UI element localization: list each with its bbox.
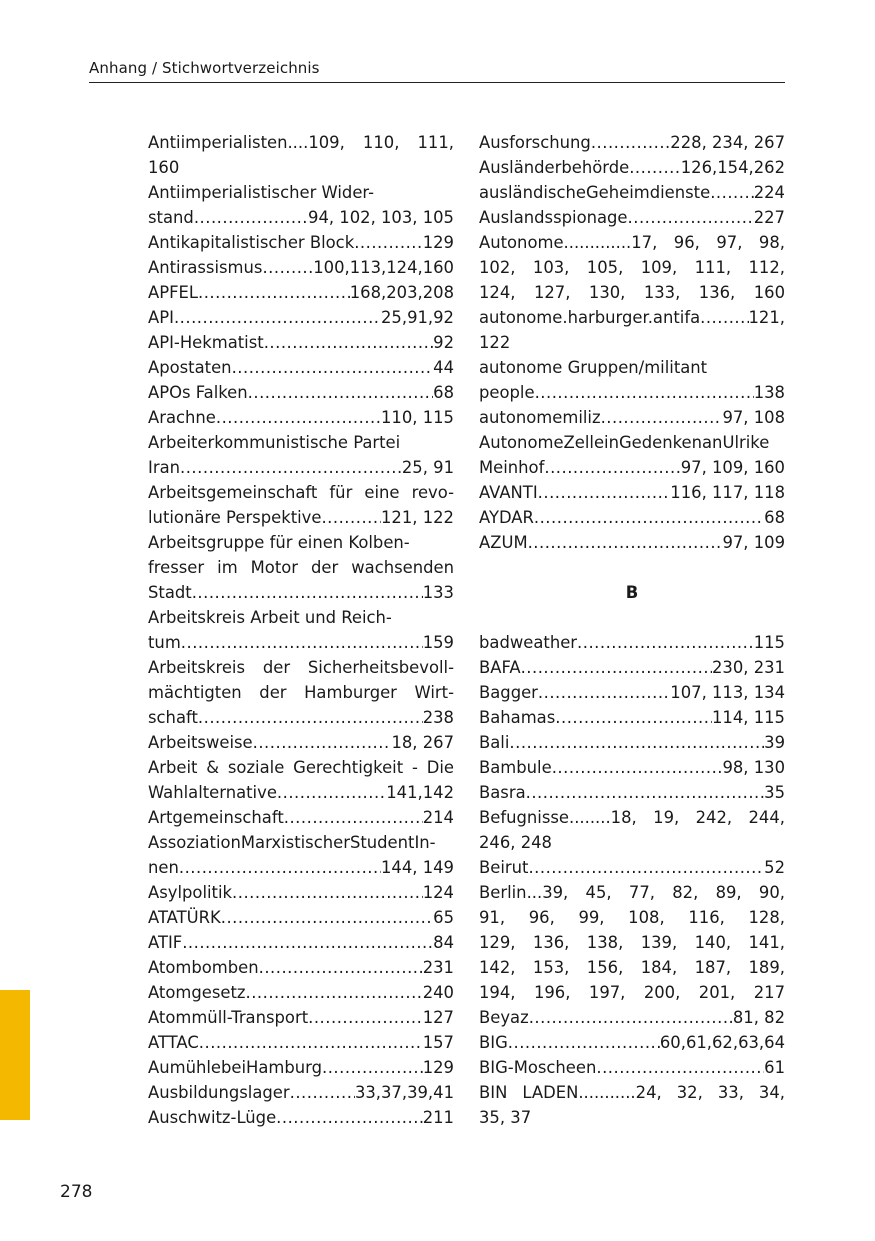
index-line: 91, 96, 99, 108, 116, 128, <box>479 908 785 927</box>
index-pages: 138 <box>753 383 785 402</box>
index-term: ATIF <box>148 933 183 952</box>
index-entry <box>148 705 454 730</box>
index-entry <box>479 630 785 655</box>
index-entry <box>479 780 785 805</box>
index-term: Iran <box>148 458 181 477</box>
index-term: AZUM <box>479 533 528 552</box>
dot-leader <box>535 380 754 405</box>
index-term: people <box>479 383 535 402</box>
dot-leader <box>284 805 423 830</box>
index-term: Bambule <box>479 758 552 777</box>
dot-leader <box>529 1005 733 1030</box>
index-term: AYDAR <box>479 508 534 527</box>
index-line: Autonome.............17, 96, 97, 98, <box>479 233 785 252</box>
index-line: Arbeitskreis Arbeit und Reich- <box>148 608 392 627</box>
index-line: 246, 248 <box>479 833 552 852</box>
dot-leader <box>216 405 381 430</box>
dot-leader <box>700 305 748 330</box>
index-entry <box>148 805 454 830</box>
index-term: Ausbildungslager <box>148 1083 290 1102</box>
index-term: Beyaz <box>479 1008 529 1027</box>
index-entry <box>479 155 785 180</box>
index-entry <box>148 930 454 955</box>
index-line: autonome Gruppen/militant <box>479 358 708 377</box>
index-pages: 121, <box>748 308 785 327</box>
dot-leader <box>528 855 764 880</box>
index-pages: 60,61,62,63,64 <box>659 1033 785 1052</box>
index-entry <box>148 955 454 980</box>
index-term: autonomemiliz <box>479 408 601 427</box>
index-line: 194, 196, 197, 200, 201, 217 <box>479 983 785 1002</box>
index-pages: 214 <box>422 808 454 827</box>
index-entry <box>479 530 785 555</box>
index-entry <box>148 455 454 480</box>
header-rule <box>89 82 785 83</box>
chapter-tab-marker <box>0 990 30 1120</box>
index-pages: 144, 149 <box>381 858 454 877</box>
index-line: Arbeitsgemeinschaft für eine revo- <box>148 483 454 502</box>
index-pages: 231 <box>422 958 454 977</box>
index-term: Wahlalternative <box>148 783 277 802</box>
index-entry <box>479 1055 785 1080</box>
index-line: BIN LADEN...........24, 32, 33, 34, <box>479 1083 785 1102</box>
index-entry <box>479 755 785 780</box>
index-entry <box>148 330 454 355</box>
index-line: 102, 103, 105, 109, 111, 112, <box>479 258 785 277</box>
dot-leader <box>180 455 402 480</box>
index-entry <box>148 1005 454 1030</box>
index-term: Arachne <box>148 408 216 427</box>
index-term: schaft <box>148 708 198 727</box>
index-pages: 33,37,39,41 <box>354 1083 454 1102</box>
index-pages: 126,154,262 <box>680 158 785 177</box>
index-pages: 211 <box>422 1108 454 1127</box>
index-term: Atommüll-Transport <box>148 1008 309 1027</box>
spacer <box>479 555 785 580</box>
index-term: ATTAC <box>148 1033 199 1052</box>
index-pages: 240 <box>422 983 454 1002</box>
index-entry <box>479 455 785 480</box>
index-pages: 157 <box>422 1033 454 1052</box>
index-entry <box>148 405 454 430</box>
index-entry <box>148 1105 454 1130</box>
index-term: autonome.harburger.antifa <box>479 308 701 327</box>
index-pages: 65 <box>433 908 454 927</box>
index-pages: 68 <box>764 508 785 527</box>
index-term: BIG <box>479 1033 508 1052</box>
index-line: AssoziationMarxistischerStudentIn- <box>148 833 436 852</box>
dot-leader <box>528 530 723 555</box>
index-pages: 35 <box>764 783 785 802</box>
dot-leader <box>534 505 764 530</box>
index-entry <box>479 1030 785 1055</box>
index-term: AumühlebeiHamburg <box>148 1058 323 1077</box>
dot-leader <box>710 180 754 205</box>
index-column-left <box>148 130 454 1130</box>
index-entry <box>148 280 454 305</box>
dot-leader <box>591 130 670 155</box>
index-pages: 114, 115 <box>712 708 785 727</box>
index-pages: 52 <box>764 858 785 877</box>
index-pages: 100,113,124,160 <box>313 258 454 277</box>
index-entry <box>479 205 785 230</box>
dot-leader <box>182 930 433 955</box>
index-term: lutionäre Perspektive <box>148 508 322 527</box>
dot-leader <box>290 1080 355 1105</box>
dot-leader <box>232 355 434 380</box>
index-line: fresser im Motor der wachsenden <box>148 558 454 577</box>
index-term: tum <box>148 633 181 652</box>
index-entry <box>148 230 454 255</box>
index-pages: 127 <box>422 1008 454 1027</box>
index-line: Antiimperialistischer Wider- <box>148 183 375 202</box>
index-line: AutonomeZelleinGedenkenanUlrike <box>479 433 770 452</box>
dot-leader <box>221 905 433 930</box>
spacer <box>479 605 785 630</box>
section-letter: B <box>625 583 639 602</box>
index-entry <box>148 880 454 905</box>
dot-leader <box>259 955 423 980</box>
dot-leader <box>277 780 386 805</box>
index-entry <box>148 305 454 330</box>
index-pages: 121, 122 <box>381 508 454 527</box>
index-term: API-Hekmatist <box>148 333 264 352</box>
index-pages: 92 <box>433 333 454 352</box>
index-line: Berlin...39, 45, 77, 82, 89, 90, <box>479 883 785 902</box>
index-entry <box>148 1080 454 1105</box>
index-pages: 68 <box>433 383 454 402</box>
dot-leader <box>308 1005 423 1030</box>
index-pages: 94, 102, 103, 105 <box>308 208 454 227</box>
index-term: Atomgesetz <box>148 983 246 1002</box>
index-term: Asylpolitik <box>148 883 233 902</box>
index-entry <box>479 405 785 430</box>
dot-leader <box>601 405 723 430</box>
index-entry <box>148 780 454 805</box>
dot-leader <box>264 330 433 355</box>
index-entry <box>148 905 454 930</box>
index-line: mächtigten der Hamburger Wirt- <box>148 683 454 702</box>
index-entry <box>479 730 785 755</box>
dot-leader <box>552 755 723 780</box>
index-entry <box>479 705 785 730</box>
dot-leader <box>596 1055 764 1080</box>
index-pages: 18, 267 <box>391 733 454 752</box>
index-term: Meinhof <box>479 458 545 477</box>
index-line: 122 <box>479 333 511 352</box>
index-entry <box>148 505 454 530</box>
index-term: Basra <box>479 783 526 802</box>
index-pages: 116, 117, 118 <box>670 483 785 502</box>
index-entry <box>148 580 454 605</box>
dot-leader <box>322 1055 423 1080</box>
index-entry <box>148 980 454 1005</box>
index-entry <box>479 655 785 680</box>
dot-leader <box>628 205 754 230</box>
index-term: Atombomben <box>148 958 259 977</box>
index-entry <box>479 505 785 530</box>
index-term: Arbeitsweise <box>148 733 253 752</box>
index-entry <box>148 730 454 755</box>
index-term: Stadt <box>148 583 192 602</box>
index-term: Antikapitalistischer Block <box>148 233 355 252</box>
index-pages: 141,142 <box>386 783 454 802</box>
index-term: badweather <box>479 633 578 652</box>
index-pages: 107, 113, 134 <box>670 683 785 702</box>
index-pages: 159 <box>422 633 454 652</box>
index-pages: 129 <box>422 1058 454 1077</box>
dot-leader <box>192 580 423 605</box>
running-header: Anhang / Stichwortverzeichnis <box>89 59 320 77</box>
index-term: Beirut <box>479 858 529 877</box>
dot-leader <box>538 680 670 705</box>
index-pages: 168,203,208 <box>349 283 454 302</box>
dot-leader <box>276 1105 423 1130</box>
index-entry <box>479 1005 785 1030</box>
index-pages: 97, 109 <box>722 533 785 552</box>
index-pages: 25, 91 <box>401 458 454 477</box>
index-term: stand <box>148 208 194 227</box>
dot-leader <box>354 230 423 255</box>
index-term: ausländischeGeheimdienste <box>479 183 711 202</box>
dot-leader <box>232 880 423 905</box>
dot-leader <box>179 855 381 880</box>
dot-leader <box>262 255 313 280</box>
dot-leader <box>508 1030 660 1055</box>
dot-leader <box>246 980 423 1005</box>
dot-leader <box>577 630 754 655</box>
index-entry <box>148 355 454 380</box>
index-pages: 228, 234, 267 <box>670 133 785 152</box>
index-pages: 115 <box>753 633 785 652</box>
index-term: AVANTI <box>479 483 538 502</box>
index-pages: 124 <box>422 883 454 902</box>
dot-leader <box>199 1030 423 1055</box>
index-entry <box>479 480 785 505</box>
index-term: API <box>148 308 174 327</box>
index-line: Arbeit & soziale Gerechtigkeit - Die <box>148 758 454 777</box>
dot-leader <box>253 730 392 755</box>
dot-leader <box>321 505 381 530</box>
index-entry <box>148 205 454 230</box>
index-line: 160 <box>148 158 180 177</box>
index-term: Bahamas <box>479 708 556 727</box>
index-line: 142, 153, 156, 184, 187, 189, <box>479 958 785 977</box>
index-pages: 227 <box>753 208 785 227</box>
index-term: Auslandsspionage <box>479 208 628 227</box>
dot-leader <box>181 630 423 655</box>
index-line: 124, 127, 130, 133, 136, 160 <box>479 283 785 302</box>
index-term: Bali <box>479 733 510 752</box>
index-pages: 25,91,92 <box>381 308 454 327</box>
index-pages: 97, 109, 160 <box>680 458 785 477</box>
index-entry <box>479 680 785 705</box>
index-pages: 61 <box>764 1058 785 1077</box>
index-pages: 97, 108 <box>722 408 785 427</box>
index-term: APFEL <box>148 283 199 302</box>
index-term: Auschwitz-Lüge <box>148 1108 277 1127</box>
dot-leader <box>174 305 381 330</box>
index-entry <box>148 630 454 655</box>
dot-leader <box>194 205 308 230</box>
index-entry <box>148 255 454 280</box>
index-entry <box>148 1055 454 1080</box>
page-number: 278 <box>60 1182 93 1202</box>
index-line: Arbeiterkommunistische Partei <box>148 433 401 452</box>
index-pages: 224 <box>753 183 785 202</box>
index-entry <box>148 1030 454 1055</box>
dot-leader <box>248 380 433 405</box>
dot-leader <box>544 455 680 480</box>
index-term: Apostaten <box>148 358 232 377</box>
index-pages: 133 <box>422 583 454 602</box>
dot-leader <box>198 280 350 305</box>
index-entry <box>479 130 785 155</box>
index-line: Befugnisse........18, 19, 242, 244, <box>479 808 785 827</box>
index-pages: 110, 115 <box>381 408 454 427</box>
index-entry <box>148 380 454 405</box>
index-term: Ausforschung <box>479 133 591 152</box>
index-entry <box>479 305 785 330</box>
index-pages: 230, 231 <box>712 658 785 677</box>
dot-leader <box>509 730 764 755</box>
index-line: Antiimperialisten....109, 110, 111, <box>148 133 454 152</box>
index-pages: 98, 130 <box>722 758 785 777</box>
index-term: Bagger <box>479 683 538 702</box>
dot-leader <box>198 705 423 730</box>
index-term: ATATÜRK <box>148 908 221 927</box>
index-pages: 238 <box>422 708 454 727</box>
index-entry <box>479 180 785 205</box>
index-pages: 129 <box>422 233 454 252</box>
index-term: Artgemeinschaft <box>148 808 284 827</box>
index-term: nen <box>148 858 179 877</box>
dot-leader <box>538 480 671 505</box>
index-pages: 84 <box>433 933 454 952</box>
index-line: Arbeitsgruppe für einen Kolben- <box>148 533 410 552</box>
dot-leader <box>555 705 712 730</box>
index-entry <box>148 855 454 880</box>
index-term: Ausländerbehörde <box>479 158 630 177</box>
dot-leader <box>526 780 765 805</box>
index-line: 129, 136, 138, 139, 140, 141, <box>479 933 785 952</box>
index-term: BAFA <box>479 658 521 677</box>
dot-leader <box>629 155 681 180</box>
index-entry <box>479 855 785 880</box>
dot-leader <box>521 655 712 680</box>
index-line: 35, 37 <box>479 1108 532 1127</box>
index-term: Antirassismus <box>148 258 263 277</box>
index-column-right <box>479 130 785 1130</box>
index-term: APOs Falken <box>148 383 248 402</box>
index-entry <box>479 380 785 405</box>
index-term: BIG-Moscheen <box>479 1058 597 1077</box>
index-pages: 39 <box>764 733 785 752</box>
index-line: Arbeitskreis der Sicherheitsbevoll- <box>148 658 454 677</box>
index-pages: 81, 82 <box>732 1008 785 1027</box>
index-pages: 44 <box>433 358 454 377</box>
